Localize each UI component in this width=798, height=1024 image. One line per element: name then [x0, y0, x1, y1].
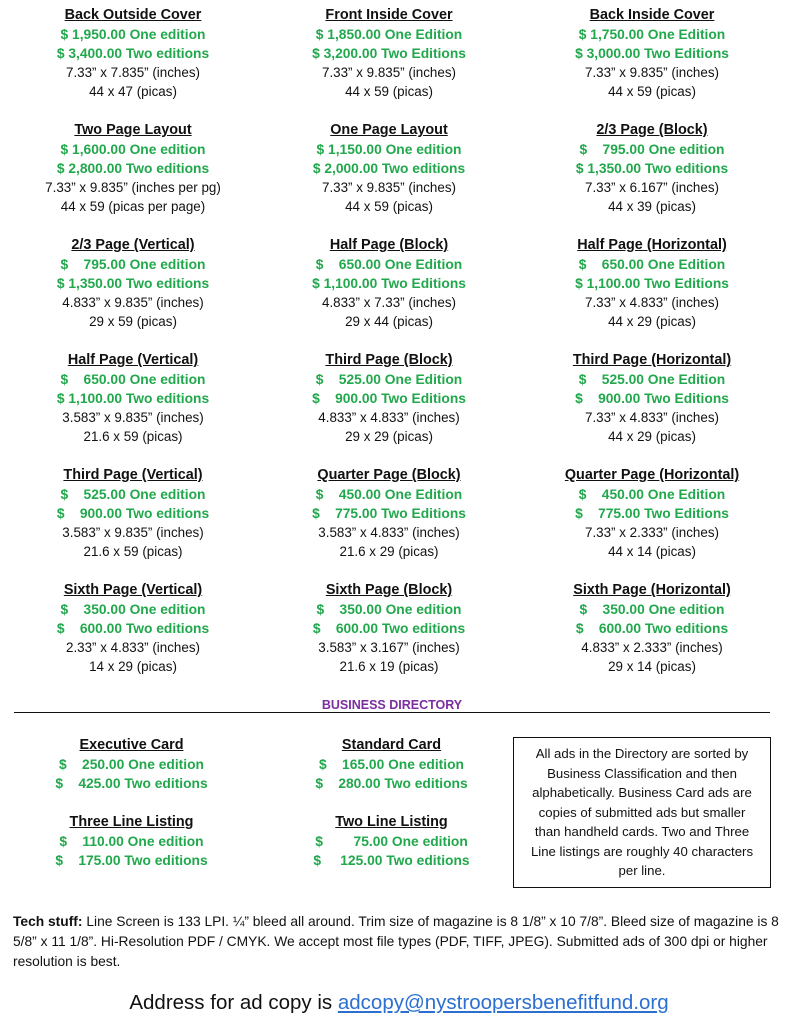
two-line-two-editions: $ 125.00 Two editions	[313, 853, 470, 868]
ad-option	[517, 351, 787, 466]
spacer	[44, 793, 219, 813]
size-picas: 44 x 29 (picas)	[608, 429, 696, 444]
two-edition-price: $ 1,350.00 Two editions	[575, 161, 729, 176]
three-line-two-editions: $ 175.00 Two editions	[55, 853, 208, 868]
ad-rate-row	[0, 581, 798, 696]
one-edition-price: $ 1,750.00 One Edition	[578, 27, 726, 42]
size-picas: 29 x 59 (picas)	[89, 314, 177, 329]
two-edition-price: $ 1,350.00 Two editions	[56, 276, 210, 291]
ad-rate-row	[0, 236, 798, 351]
two-edition-price: $ 900.00 Two editions	[56, 506, 210, 521]
one-edition-price: $ 1,150.00 One edition	[316, 142, 462, 157]
ad-option	[5, 121, 261, 236]
two-edition-price: $ 900.00 Two Editions	[312, 391, 466, 406]
ad-option	[5, 466, 261, 581]
ad-option-title: Quarter Page (Block)	[317, 467, 461, 483]
directory-note-text: All ads in the Directory are sorted by Business Classification and then alphabetically. Business Card ads are copies of submitted ads but smaller than handheld cards. Two and Three Line listings are roughly 40 characters per line.	[530, 746, 754, 878]
ad-option-title: Quarter Page (Horizontal)	[564, 467, 740, 483]
two-edition-price: $ 600.00 Two editions	[575, 621, 729, 636]
one-edition-price: $ 1,850.00 One Edition	[315, 27, 463, 42]
ad-option-title: Back Inside Cover	[589, 7, 715, 23]
two-edition-price: $ 3,000.00 Two Editions	[575, 46, 729, 61]
two-edition-price: $ 2,000.00 Two editions	[312, 161, 466, 176]
size-picas: 14 x 29 (picas)	[89, 659, 177, 674]
directory-column-left	[44, 736, 219, 870]
ad-option-title: Sixth Page (Horizontal)	[573, 582, 731, 598]
standard-card-one-edition: $ 165.00 One edition	[319, 757, 464, 772]
tech-text: Line Screen is 133 LPI. ¼” bleed all around. Trim size of magazine is 8 1/8” x 10 7/8”. Bleed size of magazine is 8 5/8” x 11 1/8”. Hi-Resolution PDF / CMYK. We accept most file types (PDF, TIFF, JPEG). Submitted ads of 300 dpi or higher resolution is best.	[13, 914, 779, 969]
size-inches: 3.583” x 3.167” (inches)	[318, 640, 460, 655]
executive-card-title: Executive Card	[79, 737, 184, 753]
tech-label: Tech stuff:	[13, 914, 83, 929]
ad-option	[261, 236, 517, 351]
two-edition-price: $ 2,800.00 Two editions	[56, 161, 210, 176]
size-picas: 21.6 x 59 (picas)	[83, 429, 183, 444]
two-line-one-edition: $ 75.00 One edition	[315, 834, 468, 849]
ad-option-title: 2/3 Page (Block)	[596, 122, 708, 138]
standard-card-title: Standard Card	[341, 737, 442, 753]
ad-option	[261, 6, 517, 121]
one-edition-price: $ 450.00 One Edition	[578, 487, 726, 502]
two-edition-price: $ 775.00 Two Editions	[575, 506, 729, 521]
size-inches: 4.833” x 2.333” (inches)	[581, 640, 723, 655]
two-edition-price: $ 3,200.00 Two Editions	[312, 46, 466, 61]
ad-copy-address	[0, 991, 798, 1015]
ad-option	[517, 6, 787, 121]
ad-rate-row	[0, 121, 798, 236]
size-inches: 4.833” x 9.835” (inches)	[62, 295, 204, 310]
size-picas: 44 x 47 (picas)	[89, 84, 177, 99]
two-edition-price: $ 600.00 Two editions	[312, 621, 466, 636]
size-inches: 7.33” x 9.835” (inches per pg)	[45, 180, 221, 195]
ad-option	[261, 351, 517, 466]
address-prefix: Address for ad copy is	[129, 991, 338, 1014]
business-directory-heading: BUSINESS DIRECTORY	[319, 698, 465, 712]
ad-option	[5, 351, 261, 466]
one-edition-price: $ 650.00 One edition	[60, 372, 206, 387]
directory-note-box	[513, 737, 771, 888]
two-edition-price: $ 1,100.00 Two editions	[56, 391, 210, 406]
ad-option-title: Third Page (Vertical)	[63, 467, 203, 483]
size-picas: 44 x 59 (picas)	[345, 199, 433, 214]
size-inches: 3.583” x 9.835” (inches)	[62, 410, 204, 425]
size-inches: 4.833” x 4.833” (inches)	[318, 410, 460, 425]
ad-option-title: Half Page (Vertical)	[67, 352, 199, 368]
spacer	[304, 793, 479, 813]
ad-option-title: Back Outside Cover	[64, 7, 202, 23]
executive-card-one-edition: $ 250.00 One edition	[59, 757, 204, 772]
size-inches: 7.33” x 9.835” (inches)	[322, 180, 456, 195]
size-inches: 4.833” x 7.33” (inches)	[322, 295, 456, 310]
ad-rate-grid	[0, 6, 798, 696]
ad-rate-row	[0, 6, 798, 121]
ad-option	[517, 581, 787, 696]
size-picas: 44 x 14 (picas)	[608, 544, 696, 559]
ad-option-title: One Page Layout	[330, 122, 448, 138]
size-inches: 2.33” x 4.833” (inches)	[66, 640, 200, 655]
standard-card-two-editions: $ 280.00 Two editions	[315, 776, 468, 791]
two-edition-price: $ 775.00 Two Editions	[312, 506, 466, 521]
two-edition-price: $ 1,100.00 Two Editions	[312, 276, 466, 291]
one-edition-price: $ 1,600.00 One edition	[60, 142, 206, 157]
ad-option-title: Half Page (Horizontal)	[577, 237, 727, 253]
ad-option	[517, 236, 787, 351]
size-picas: 21.6 x 19 (picas)	[339, 659, 439, 674]
size-picas: 29 x 14 (picas)	[608, 659, 696, 674]
size-picas: 44 x 29 (picas)	[608, 314, 696, 329]
two-line-listing-title: Two Line Listing	[335, 814, 448, 830]
one-edition-price: $ 350.00 One edition	[579, 602, 725, 617]
directory-column-middle	[304, 736, 479, 870]
ad-option	[517, 121, 787, 236]
one-edition-price: $ 450.00 One Edition	[315, 487, 463, 502]
size-inches: 7.33” x 2.333” (inches)	[585, 525, 719, 540]
ad-option	[5, 236, 261, 351]
size-picas: 44 x 59 (picas)	[345, 84, 433, 99]
two-edition-price: $ 1,100.00 Two Editions	[575, 276, 729, 291]
ad-option-title: Third Page (Block)	[325, 352, 453, 368]
tech-specs	[13, 912, 788, 972]
ad-option-title: Sixth Page (Vertical)	[63, 582, 203, 598]
size-inches: 7.33” x 6.167” (inches)	[585, 180, 719, 195]
divider-line	[14, 712, 770, 713]
two-edition-price: $ 600.00 Two editions	[56, 621, 210, 636]
size-picas: 44 x 39 (picas)	[608, 199, 696, 214]
one-edition-price: $ 795.00 One edition	[579, 142, 725, 157]
ad-option-title: 2/3 Page (Vertical)	[71, 237, 195, 253]
ad-option	[261, 466, 517, 581]
size-picas: 44 x 59 (picas)	[608, 84, 696, 99]
three-line-listing-title: Three Line Listing	[69, 814, 194, 830]
size-picas: 29 x 29 (picas)	[345, 429, 433, 444]
ad-option-title: Third Page (Horizontal)	[572, 352, 732, 368]
ad-option	[5, 581, 261, 696]
one-edition-price: $ 795.00 One edition	[60, 257, 206, 272]
ad-option	[261, 121, 517, 236]
size-inches: 7.33” x 9.835” (inches)	[585, 65, 719, 80]
one-edition-price: $ 650.00 One Edition	[315, 257, 463, 272]
one-edition-price: $ 350.00 One edition	[60, 602, 206, 617]
three-line-one-edition: $ 110.00 One edition	[59, 834, 204, 849]
size-picas: 44 x 59 (picas per page)	[60, 199, 206, 214]
one-edition-price: $ 525.00 One Edition	[578, 372, 726, 387]
one-edition-price: $ 525.00 One edition	[60, 487, 206, 502]
size-inches: 7.33” x 4.833” (inches)	[585, 295, 719, 310]
size-inches: 3.583” x 4.833” (inches)	[318, 525, 460, 540]
ad-option-title: Half Page (Block)	[329, 237, 449, 253]
ad-option	[517, 466, 787, 581]
ad-option-title: Two Page Layout	[74, 122, 192, 138]
one-edition-price: $ 650.00 One Edition	[578, 257, 726, 272]
email-link[interactable]: adcopy@nystroopersbenefitfund.org	[337, 991, 669, 1014]
size-picas: 21.6 x 59 (picas)	[83, 544, 183, 559]
ad-option	[5, 6, 261, 121]
ad-option-title: Front Inside Cover	[325, 7, 453, 23]
business-directory-divider	[14, 698, 770, 718]
two-edition-price: $ 900.00 Two Editions	[575, 391, 729, 406]
one-edition-price: $ 1,950.00 One edition	[60, 27, 206, 42]
ad-option	[261, 581, 517, 696]
size-inches: 7.33” x 4.833” (inches)	[585, 410, 719, 425]
executive-card-two-editions: $ 425.00 Two editions	[55, 776, 208, 791]
ad-option-title: Sixth Page (Block)	[325, 582, 453, 598]
size-inches: 3.583” x 9.835” (inches)	[62, 525, 204, 540]
ad-rate-row	[0, 466, 798, 581]
size-picas: 21.6 x 29 (picas)	[339, 544, 439, 559]
size-inches: 7.33” x 9.835” (inches)	[322, 65, 456, 80]
ad-rate-row	[0, 351, 798, 466]
one-edition-price: $ 525.00 One Edition	[315, 372, 463, 387]
size-picas: 29 x 44 (picas)	[345, 314, 433, 329]
size-inches: 7.33” x 7.835” (inches)	[66, 65, 200, 80]
one-edition-price: $ 350.00 One edition	[316, 602, 462, 617]
two-edition-price: $ 3,400.00 Two editions	[56, 46, 210, 61]
